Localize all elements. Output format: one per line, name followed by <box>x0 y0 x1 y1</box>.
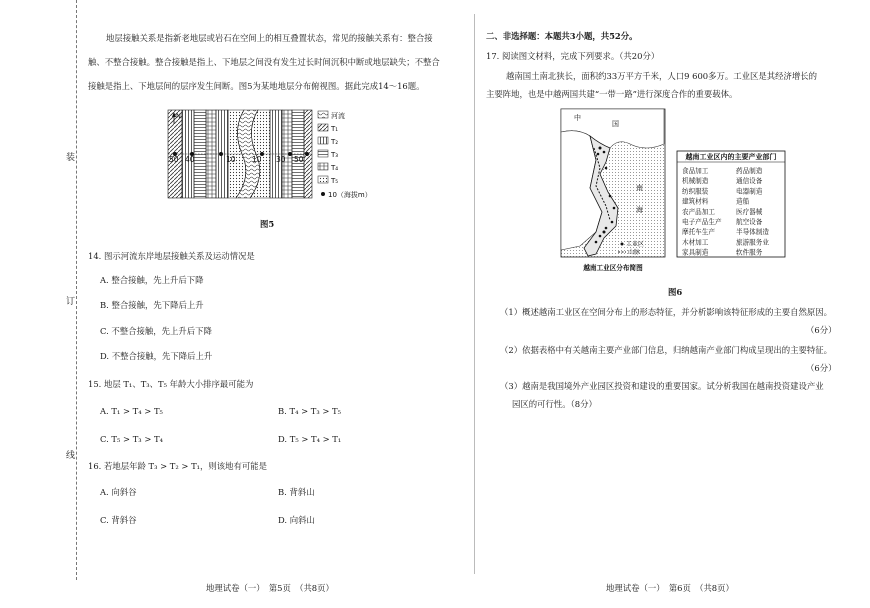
q16-option-b[interactable]: B. 背斜山 <box>278 487 315 497</box>
subq3-text-1: （3）越南是我国境外产业园区投资和建设的重要国家。试分析我国在越南投资建设产业 <box>500 381 824 391</box>
table-cell: 机械制造 <box>682 177 709 186</box>
q14-stem: 14. 图示河流东岸地层接触关系及运动情况是 <box>88 251 255 261</box>
subq1-score: （6分） <box>806 325 837 335</box>
table-cell: 建筑材料 <box>682 197 709 206</box>
svg-text:N: N <box>176 112 181 120</box>
contour-label: 40 <box>185 155 195 164</box>
q17-stem: 17. 阅读图文材料，完成下列要求。（共20分） <box>486 51 660 61</box>
intro-line-3: 接触是指上、下地层间的层序发生间断。图5为某地地层分布俯视图。据此完成14～16题。 <box>88 81 425 91</box>
binding-dashed-line <box>76 0 77 580</box>
svg-text:T₄: T₄ <box>331 164 339 172</box>
contour-label: 50 <box>169 155 179 164</box>
q16-option-d[interactable]: D. 向斜山 <box>278 515 315 525</box>
industry-table <box>676 150 786 258</box>
table-cell: 摩托车生产 <box>682 228 715 237</box>
figure6-caption: 图6 <box>668 287 683 297</box>
figure5-caption: 图5 <box>260 219 275 229</box>
q16-option-c[interactable]: C. 背斜谷 <box>100 515 137 525</box>
table-cell: 电子产品生产 <box>682 218 722 226</box>
svg-text:T₁: T₁ <box>331 125 339 133</box>
table-cell: 纺织服装 <box>682 187 709 196</box>
table-cell: 木材加工 <box>682 238 709 247</box>
table-cell: 医疗器械 <box>736 207 763 216</box>
table-title: 越南工业区内的主要产业部门 <box>685 153 777 161</box>
table-cell: 电器制造 <box>736 187 763 196</box>
svg-text:T₃: T₃ <box>331 151 339 159</box>
svg-text:河流: 河流 <box>331 112 345 120</box>
section-heading: 二、非选择题：本题共3小题，共52分。 <box>486 31 638 41</box>
q15-option-b[interactable]: B. T₄ > T₃ > T₅ <box>278 406 341 416</box>
table-cell: 药品制造 <box>736 167 763 175</box>
q14-option-c[interactable]: C. 不整合接触，先上升后下降 <box>100 326 212 336</box>
svg-text:工业区: 工业区 <box>626 241 645 248</box>
svg-text:10（海拔m）: 10（海拔m） <box>328 191 372 199</box>
figure5-legend <box>318 111 372 199</box>
figure5-diagram <box>166 108 388 208</box>
table-cell: 航空设备 <box>736 218 763 226</box>
q16-stem: 16. 若地层年龄 T₃ > T₂ > T₁，则该地有可能是 <box>88 461 268 471</box>
intro-line-2: 触、不整合接触。整合接触是指上、下地层之间没有发生过长时间沉积中断或地层缺失；不整合 <box>88 57 440 67</box>
left-page-footer: 地理试卷（一） 第5页 （共8页） <box>206 583 334 593</box>
intro-line-1: 地层接触关系是指新老地层或岩石在空间上的相互叠置状态，常见的接触关系有：整合接 <box>106 33 433 43</box>
svg-text:中: 中 <box>574 114 581 122</box>
svg-text:海: 海 <box>636 206 643 214</box>
table-cell: 家具制造 <box>682 248 709 257</box>
subq1-text: （1）概述越南工业区在空间分布上的形态特征，并分析影响该特征形成的主要自然原因。 <box>500 307 832 317</box>
q14-option-d[interactable]: D. 不整合接触，先下降后上升 <box>100 351 213 361</box>
q14-option-b[interactable]: B. 整合接触，先下降后上升 <box>100 300 204 310</box>
table-cell: 食品加工 <box>682 167 709 175</box>
table-cell: 农产品加工 <box>682 207 715 216</box>
vietnam-map <box>560 108 666 274</box>
right-page-footer: 地理试卷（一） 第6页 （共8页） <box>606 583 734 593</box>
subq2-text: （2）依据表格中有关越南主要产业部门信息，归纳越南产业部门构成呈现出的主要特征。 <box>500 345 832 355</box>
table-cell: 造船 <box>736 197 750 206</box>
contour-label: 30 <box>276 155 286 164</box>
q15-option-a[interactable]: A. T₁ > T₄ > T₅ <box>100 406 163 416</box>
svg-text:南: 南 <box>636 184 643 192</box>
table-cell: 旅游服务业 <box>736 238 769 247</box>
contour-label: 10 <box>226 155 236 164</box>
svg-text:T₅: T₅ <box>331 177 339 185</box>
q15-option-d[interactable]: D. T₅ > T₄ > T₁ <box>278 434 342 444</box>
q15-option-c[interactable]: C. T₅ > T₃ > T₄ <box>100 434 163 444</box>
binding-char-ding: 订 <box>66 292 75 309</box>
svg-text:山脉: 山脉 <box>628 249 641 256</box>
table-cell: 软件服务 <box>736 248 763 257</box>
material-line-1: 越南国土南北狭长，面积约33万平方千米，人口9 600多万。工业区是其经济增长的 <box>506 71 818 81</box>
binding-char-zhuang: 装 <box>66 148 75 165</box>
q14-option-a[interactable]: A. 整合接触，先上升后下降 <box>100 275 204 285</box>
subq3-text-2: 园区的可行性。（8分） <box>512 399 597 409</box>
svg-text:国: 国 <box>612 120 619 128</box>
map-caption: 越南工业区分布简图 <box>583 264 643 272</box>
table-cell: 通信设备 <box>736 177 763 186</box>
q16-option-a[interactable]: A. 向斜谷 <box>100 487 137 497</box>
binding-char-xian: 线 <box>66 446 75 463</box>
svg-text:T₂: T₂ <box>331 138 339 146</box>
contour-label: 50 <box>294 155 304 164</box>
page-divider <box>474 14 475 574</box>
q15-stem: 15. 地层 T₁、T₃、T₅ 年龄大小排序最可能为 <box>88 379 254 389</box>
material-line-2: 主要阵地，也是中越两国共建“一带一路”进行深度合作的重要载体。 <box>486 89 738 99</box>
subq2-score: （6分） <box>806 363 837 373</box>
contour-label: 10 <box>252 155 262 164</box>
table-cell: 半导体制造 <box>736 228 769 237</box>
